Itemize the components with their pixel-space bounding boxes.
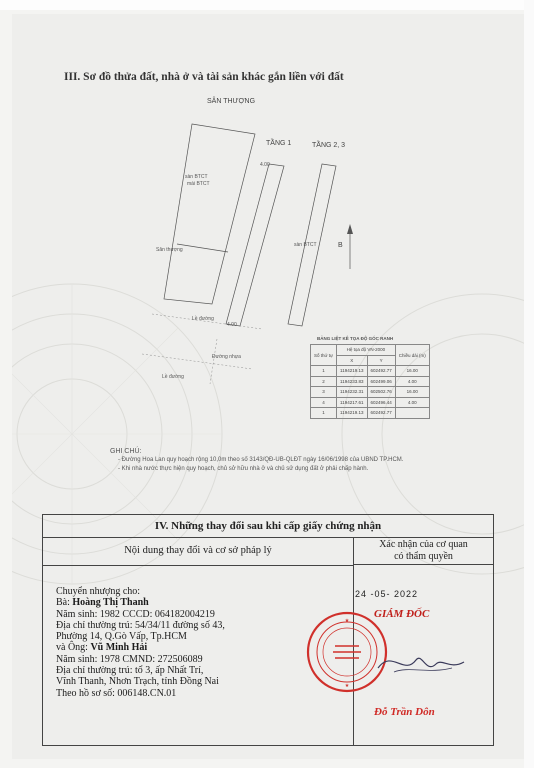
section4-col-right-line2: có thẩm quyền — [394, 551, 453, 562]
note-line-2: - Khi nhà nước thực hiện quy hoạch, chủ sở hữu nhà ở và chủ sử dụng đất ở phải chấp hành. — [118, 466, 369, 472]
coord-cell: 4.00 — [395, 376, 429, 387]
label-le-duong: Lề đường — [192, 316, 214, 322]
label-san-btct: sàn BTCT — [294, 242, 317, 248]
coord-cell: 2 — [311, 376, 337, 387]
svg-text:★: ★ — [344, 683, 350, 689]
scan-border-right — [524, 0, 534, 768]
coord-cell: 602492.77 — [367, 408, 395, 419]
table-row — [311, 366, 430, 377]
signature — [374, 644, 469, 684]
certificate-page — [12, 14, 524, 759]
content-line: Năm sinh: 1982 CCCD: 064182004219 — [56, 608, 215, 620]
content-prefix: Bà: — [56, 597, 73, 609]
coord-header-len: Chiều dài (m) — [395, 345, 429, 366]
north-label: B — [338, 242, 343, 249]
content-line-buyer1 — [56, 597, 225, 608]
content-line: Địa chỉ thường trú: 54/34/11 đường số 43, — [56, 619, 225, 631]
coord-cell: 1194219.13 — [337, 366, 367, 377]
label-san-thuong: Sân thượng — [156, 247, 183, 253]
coord-cell: 1194217.61 — [337, 397, 367, 408]
change-content — [56, 586, 225, 699]
coord-cell: 602492.77 — [367, 366, 395, 377]
label-width-top: 4.00 — [260, 162, 270, 168]
coord-cell: 602499.06 — [367, 376, 395, 387]
note-line-1: - Đường Hoa Lan quy hoạch rộng 10,0m theo số 3143/QĐ-UB-QLĐT ngày 16/06/1998 của UBND TP.HCM. — [118, 457, 404, 463]
coord-cell: 1 — [311, 408, 337, 419]
label-mai-btct: mái BTCT — [187, 181, 210, 187]
coord-cell: 1 — [311, 366, 337, 377]
table-row — [311, 387, 430, 398]
coord-cell: 16.00 — [395, 387, 429, 398]
content-line: Phường 14, Q.Gò Vấp, Tp.HCM — [56, 631, 187, 643]
section4-title: IV. Những thay đổi sau khi cấp giấy chứng nhận — [43, 515, 493, 538]
coord-cell: 1194233.83 — [337, 376, 367, 387]
table-row — [311, 408, 430, 419]
label-floor1: TẦNG 1 — [266, 140, 292, 147]
content-line-buyer2 — [56, 642, 225, 653]
coord-header-x: X — [337, 355, 367, 366]
content-line: Năm sinh: 1978 CMND: 272506089 — [56, 653, 203, 665]
coord-cell: 4.00 — [395, 397, 429, 408]
coord-cell: 602496.44 — [367, 397, 395, 408]
content-prefix: và Ông: — [56, 642, 91, 654]
coord-cell: 602502.76 — [367, 387, 395, 398]
coord-cell — [395, 408, 429, 419]
notes-block — [110, 447, 404, 474]
notes-heading: GHI CHÚ: — [110, 448, 142, 455]
coord-table-title: BẢNG LIỆT KÊ TỌA ĐỘ GÓC RANH — [317, 336, 394, 341]
svg-text:★: ★ — [344, 618, 350, 624]
coord-header-no: Số thứ tự — [311, 345, 337, 366]
signer-name: Đỗ Trần Dôn — [374, 706, 435, 718]
label-le-duong-2: Lề đường — [162, 374, 184, 380]
signer-title: GIÁM ĐỐC — [374, 608, 430, 620]
table-row — [311, 397, 430, 408]
coord-cell: 3 — [311, 387, 337, 398]
coord-header-y: Y — [367, 355, 395, 366]
coord-header-system: Hệ tọa độ VN-2000 — [337, 345, 396, 356]
section4-col-right — [354, 537, 493, 565]
coord-table — [310, 344, 430, 419]
section4-col-left: Nội dung thay đổi và cơ sở pháp lý — [43, 537, 354, 566]
scan-border-top — [0, 0, 534, 10]
content-line: Chuyển nhượng cho: — [56, 586, 141, 597]
label-roof: SÂN THƯỢNG — [207, 98, 256, 105]
label-san-btct-roof: sàn BTCT — [185, 174, 208, 180]
buyer2-name: Vũ Minh Hải — [90, 642, 148, 654]
content-line: Vĩnh Thanh, Nhơn Trạch, tỉnh Đồng Nai — [56, 676, 219, 688]
coord-cell: 16.00 — [395, 366, 429, 377]
coord-cell: 1194232.31 — [337, 387, 367, 398]
table-row — [311, 376, 430, 387]
section4-col-right-line1: Xác nhận của cơ quan — [379, 539, 468, 550]
coord-cell: 1194219.13 — [337, 408, 367, 419]
label-duong-nhua: Đường nhựa — [212, 354, 241, 360]
content-line: Địa chỉ thường trú: tổ 3, ấp Nhất Trí, — [56, 665, 204, 677]
section3-title: III. Sơ đồ thửa đất, nhà ở và tài sản khác gắn liền với đất — [64, 71, 344, 83]
buyer1-name: Hoàng Thị Thanh — [72, 597, 149, 609]
label-floor23: TẦNG 2, 3 — [312, 142, 346, 149]
content-line: Theo hồ sơ số: 006148.CN.01 — [56, 687, 177, 699]
label-width-bottom: 4.00 — [227, 322, 237, 328]
coord-cell: 4 — [311, 397, 337, 408]
confirmation-date: 24 -05- 2022 — [355, 589, 419, 599]
